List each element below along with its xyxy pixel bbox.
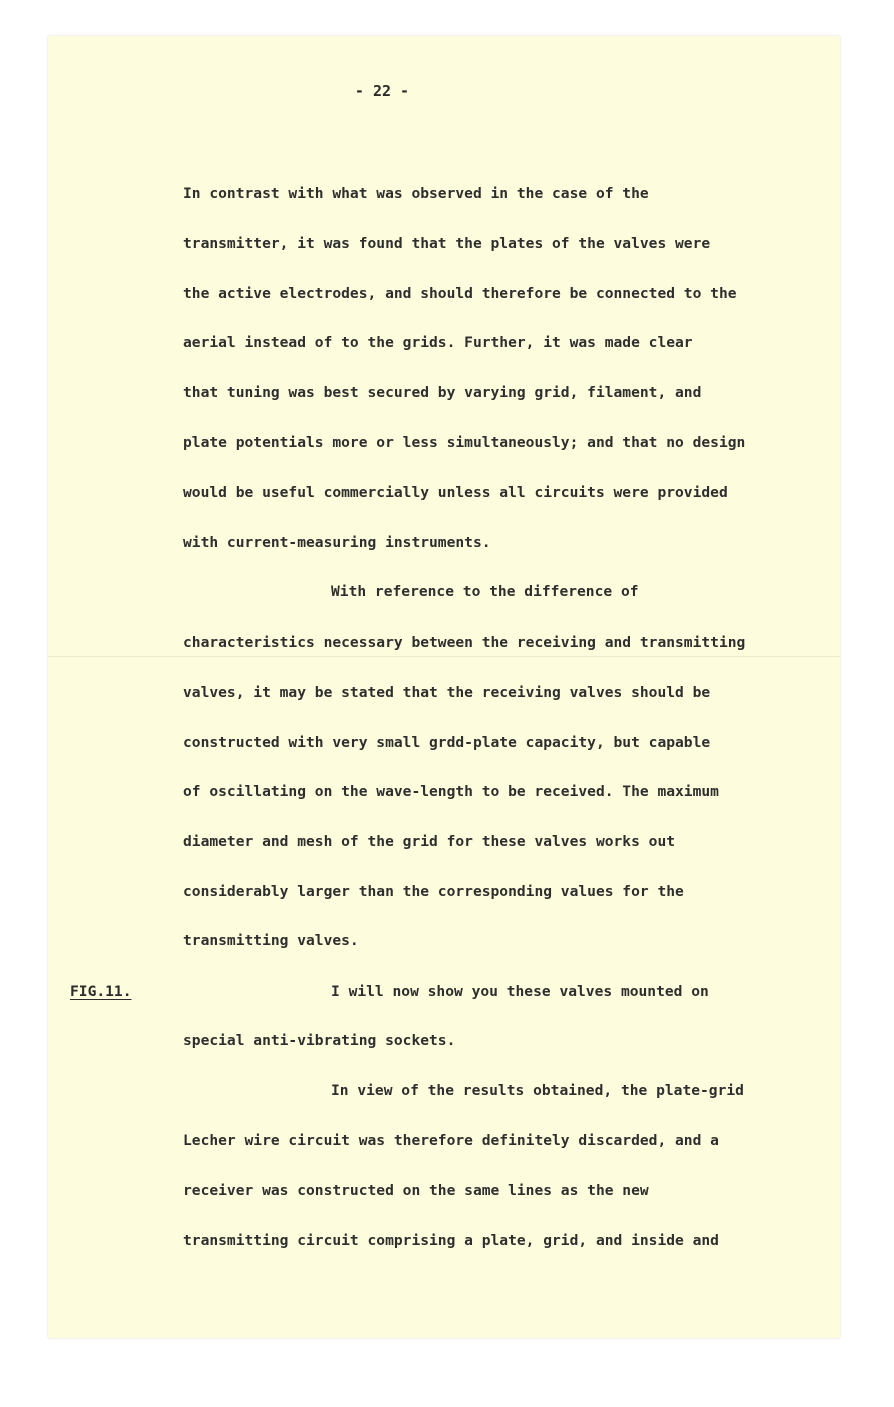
text-line: transmitting valves. bbox=[183, 932, 359, 949]
text-line: In view of the results obtained, the plate-grid bbox=[331, 1082, 744, 1099]
text-line: diameter and mesh of the grid for these valves works out bbox=[183, 833, 676, 850]
page-fold-line bbox=[48, 656, 840, 657]
text-line: transmitter, it was found that the plates of the valves were bbox=[183, 235, 711, 252]
text-line: In contrast with what was observed in the case of the bbox=[183, 185, 649, 202]
text-line: With reference to the difference of bbox=[331, 583, 639, 600]
text-line: characteristics necessary between the receiving and transmitting bbox=[183, 634, 746, 651]
text-line: I will now show you these valves mounted on bbox=[331, 983, 709, 1000]
text-line: receiver was constructed on the same lines as the new bbox=[183, 1182, 649, 1199]
text-line: special anti-vibrating sockets. bbox=[183, 1032, 456, 1049]
text-line: constructed with very small grdd-plate capacity, but capable bbox=[183, 734, 711, 751]
text-line: would be useful commercially unless all circuits were provided bbox=[183, 484, 728, 501]
text-line: transmitting circuit comprising a plate, grid, and inside and bbox=[183, 1232, 719, 1249]
text-line: that tuning was best secured by varying grid, filament, and bbox=[183, 384, 702, 401]
text-line: Lecher wire circuit was therefore definitely discarded, and a bbox=[183, 1132, 719, 1149]
text-line: plate potentials more or less simultaneously; and that no design bbox=[183, 434, 746, 451]
text-line: with current-measuring instruments. bbox=[183, 534, 491, 551]
text-line: considerably larger than the corresponding values for the bbox=[183, 883, 684, 900]
text-line: aerial instead of to the grids. Further, it was made clear bbox=[183, 334, 693, 351]
figure-margin-label: FIG.11. bbox=[70, 983, 132, 1000]
page-number: - 22 - bbox=[354, 82, 410, 100]
text-line: valves, it may be stated that the receiving valves should be bbox=[183, 684, 711, 701]
text-line: the active electrodes, and should therefore be connected to the bbox=[183, 285, 737, 302]
text-line: of oscillating on the wave-length to be received. The maximum bbox=[183, 783, 719, 800]
